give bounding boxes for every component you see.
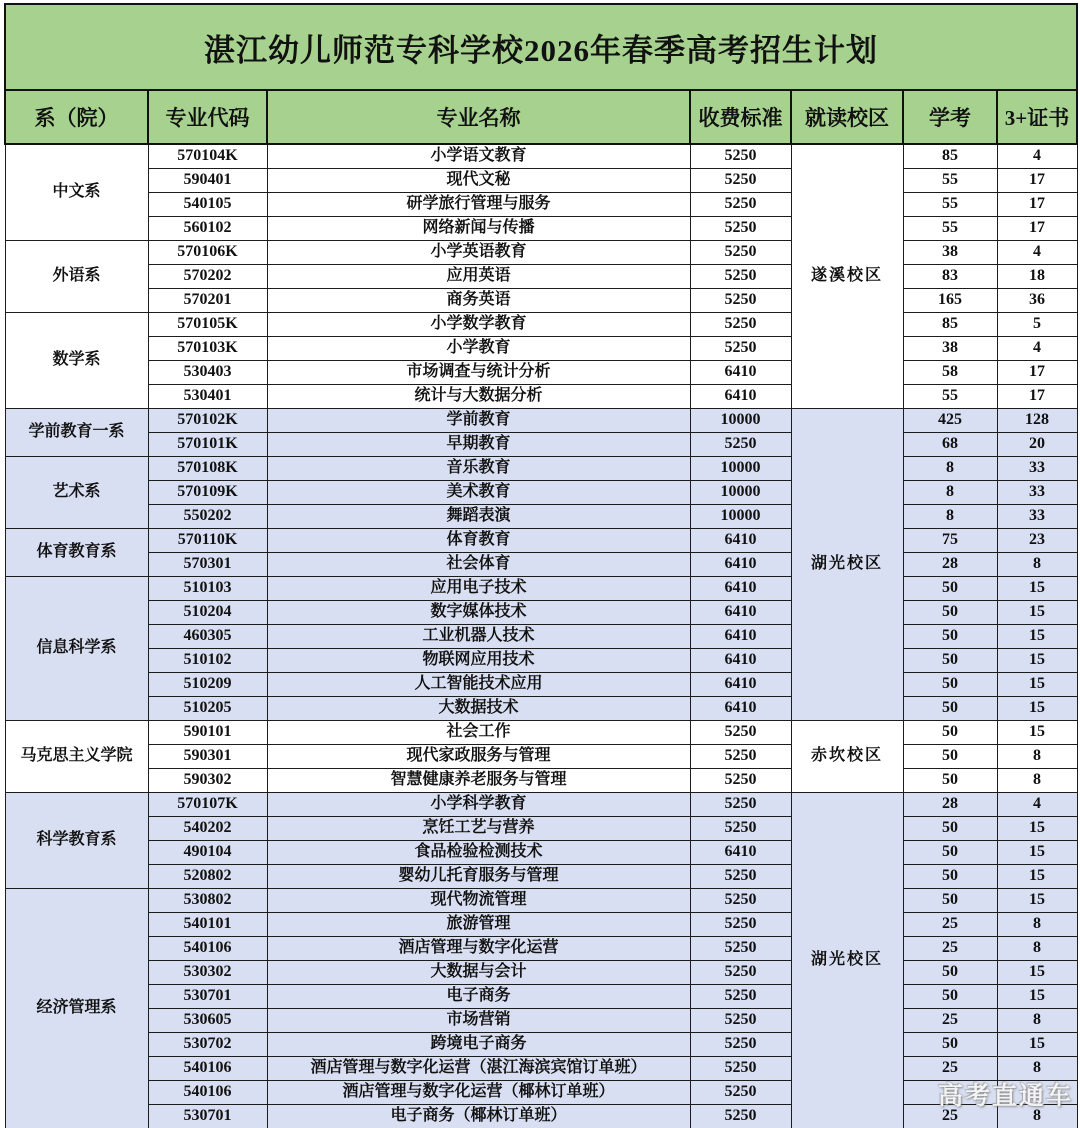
department-cell: 经济管理系: [5, 888, 148, 1128]
xuekao-count-cell: 50: [903, 840, 997, 864]
major-code-cell: 570104K: [148, 144, 267, 168]
department-cell: 马克思主义学院: [5, 720, 148, 792]
table-row: [5, 744, 1077, 768]
table-row: [5, 912, 1077, 936]
table-row: [5, 888, 1077, 912]
fee-cell: 6410: [690, 672, 791, 696]
cert-count-cell: 36: [997, 288, 1077, 312]
xuekao-count-cell: 50: [903, 720, 997, 744]
cert-count-cell: 17: [997, 216, 1077, 240]
xuekao-count-cell: 50: [903, 600, 997, 624]
cert-count-cell: 15: [997, 576, 1077, 600]
major-name-cell: 跨境电子商务: [267, 1032, 690, 1056]
major-name-cell: 小学数学教育: [267, 312, 690, 336]
cert-count-cell: 15: [997, 720, 1077, 744]
cert-count-cell: 33: [997, 480, 1077, 504]
table-row: [5, 432, 1077, 456]
major-code-cell: 510102: [148, 648, 267, 672]
xuekao-count-cell: 25: [903, 1008, 997, 1032]
fee-cell: 10000: [690, 408, 791, 432]
major-name-cell: 现代物流管理: [267, 888, 690, 912]
department-cell: 信息科学系: [5, 576, 148, 720]
xuekao-count-cell: 28: [903, 792, 997, 816]
department-cell: 数学系: [5, 312, 148, 408]
major-name-cell: 应用英语: [267, 264, 690, 288]
major-code-cell: 530701: [148, 984, 267, 1008]
fee-cell: 10000: [690, 456, 791, 480]
major-code-cell: 570110K: [148, 528, 267, 552]
xuekao-count-cell: 75: [903, 528, 997, 552]
column-header-xuekao: 学考: [903, 90, 997, 144]
table-row: [5, 504, 1077, 528]
cert-count-cell: 18: [997, 264, 1077, 288]
fee-cell: 6410: [690, 648, 791, 672]
fee-cell: 5250: [690, 336, 791, 360]
major-code-cell: 540202: [148, 816, 267, 840]
department-cell: 艺术系: [5, 456, 148, 528]
major-code-cell: 530701: [148, 1104, 267, 1128]
cert-count-cell: 17: [997, 360, 1077, 384]
major-name-cell: 舞蹈表演: [267, 504, 690, 528]
major-code-cell: 540105: [148, 192, 267, 216]
major-code-cell: 510103: [148, 576, 267, 600]
department-cell: 科学教育系: [5, 792, 148, 888]
table-row: [5, 600, 1077, 624]
cert-count-cell: 15: [997, 648, 1077, 672]
fee-cell: 5250: [690, 1032, 791, 1056]
xuekao-count-cell: 8: [903, 480, 997, 504]
fee-cell: 5250: [690, 936, 791, 960]
table-row: [5, 576, 1077, 600]
major-name-cell: 社会体育: [267, 552, 690, 576]
fee-cell: 5250: [690, 1008, 791, 1032]
major-code-cell: 540106: [148, 936, 267, 960]
campus-cell: 遂溪校区: [791, 144, 903, 408]
table-row: [5, 720, 1077, 744]
xuekao-count-cell: 50: [903, 768, 997, 792]
fee-cell: 5250: [690, 768, 791, 792]
major-code-cell: 530802: [148, 888, 267, 912]
major-name-cell: 电子商务: [267, 984, 690, 1008]
cert-count-cell: 8: [997, 1104, 1077, 1128]
xuekao-count-cell: 50: [903, 624, 997, 648]
xuekao-count-cell: 50: [903, 648, 997, 672]
major-name-cell: 小学科学教育: [267, 792, 690, 816]
cert-count-cell: 4: [997, 336, 1077, 360]
cert-count-cell: 128: [997, 408, 1077, 432]
xuekao-count-cell: 425: [903, 408, 997, 432]
major-name-cell: 体育教育: [267, 528, 690, 552]
major-name-cell: 婴幼儿托育服务与管理: [267, 864, 690, 888]
major-name-cell: 早期教育: [267, 432, 690, 456]
cert-count-cell: 15: [997, 840, 1077, 864]
fee-cell: 5250: [690, 960, 791, 984]
major-code-cell: 570109K: [148, 480, 267, 504]
xuekao-count-cell: 68: [903, 432, 997, 456]
table-row: [5, 192, 1077, 216]
fee-cell: 6410: [690, 696, 791, 720]
fee-cell: 5250: [690, 744, 791, 768]
table-row: [5, 528, 1077, 552]
table-row: [5, 384, 1077, 408]
cert-count-cell: 17: [997, 192, 1077, 216]
cert-count-cell: 17: [997, 384, 1077, 408]
fee-cell: 5250: [690, 312, 791, 336]
fee-cell: 6410: [690, 600, 791, 624]
table-row: [5, 1008, 1077, 1032]
major-code-cell: 570102K: [148, 408, 267, 432]
fee-cell: 5250: [690, 816, 791, 840]
xuekao-count-cell: 50: [903, 888, 997, 912]
xuekao-count-cell: 50: [903, 984, 997, 1008]
fee-cell: 6410: [690, 552, 791, 576]
major-name-cell: 应用电子技术: [267, 576, 690, 600]
table-row: [5, 792, 1077, 816]
cert-count-cell: 15: [997, 960, 1077, 984]
xuekao-count-cell: [903, 1080, 997, 1104]
fee-cell: 5250: [690, 432, 791, 456]
major-code-cell: 530605: [148, 1008, 267, 1032]
major-code-cell: 550202: [148, 504, 267, 528]
table-row: [5, 240, 1077, 264]
table-row: [5, 360, 1077, 384]
xuekao-count-cell: 85: [903, 312, 997, 336]
major-code-cell: 490104: [148, 840, 267, 864]
major-code-cell: 540101: [148, 912, 267, 936]
major-code-cell: 530401: [148, 384, 267, 408]
xuekao-count-cell: 50: [903, 672, 997, 696]
cert-count-cell: 4: [997, 144, 1077, 168]
cert-count-cell: 15: [997, 816, 1077, 840]
cert-count-cell: 15: [997, 600, 1077, 624]
campus-cell: 湖光校区: [791, 792, 903, 1128]
fee-cell: 5250: [690, 888, 791, 912]
major-name-cell: 现代家政服务与管理: [267, 744, 690, 768]
major-code-cell: 530702: [148, 1032, 267, 1056]
table-row: [5, 216, 1077, 240]
department-cell: 外语系: [5, 240, 148, 312]
major-name-cell: 工业机器人技术: [267, 624, 690, 648]
fee-cell: 5250: [690, 192, 791, 216]
major-code-cell: 540106: [148, 1080, 267, 1104]
table-body: [5, 144, 1077, 1128]
table-row: [5, 648, 1077, 672]
cert-count-cell: 20: [997, 432, 1077, 456]
department-cell: 中文系: [5, 144, 148, 240]
table-row: [5, 408, 1077, 432]
cert-count-cell: 17: [997, 168, 1077, 192]
major-code-cell: 590301: [148, 744, 267, 768]
watermark: 高考直通车: [938, 1083, 1074, 1110]
fee-cell: 5250: [690, 792, 791, 816]
fee-cell: 5250: [690, 1104, 791, 1128]
major-name-cell: 小学语文教育: [267, 144, 690, 168]
cert-count-cell: 8: [997, 1008, 1077, 1032]
column-header-major-code: 专业代码: [148, 90, 267, 144]
fee-cell: 5250: [690, 240, 791, 264]
xuekao-count-cell: 50: [903, 960, 997, 984]
fee-cell: 6410: [690, 360, 791, 384]
cert-count-cell: 15: [997, 984, 1077, 1008]
table-row: [5, 168, 1077, 192]
major-name-cell: 电子商务（椰林订单班）: [267, 1104, 690, 1128]
major-code-cell: 540106: [148, 1056, 267, 1080]
xuekao-count-cell: 50: [903, 696, 997, 720]
xuekao-count-cell: 25: [903, 936, 997, 960]
fee-cell: 5250: [690, 288, 791, 312]
fee-cell: 6410: [690, 576, 791, 600]
major-code-cell: 570106K: [148, 240, 267, 264]
major-name-cell: 物联网应用技术: [267, 648, 690, 672]
campus-cell: 湖光校区: [791, 408, 903, 720]
major-code-cell: 590302: [148, 768, 267, 792]
cert-count-cell: 23: [997, 528, 1077, 552]
major-name-cell: 研学旅行管理与服务: [267, 192, 690, 216]
fee-cell: 10000: [690, 480, 791, 504]
cert-count-cell: 4: [997, 240, 1077, 264]
page-title: 湛江幼儿师范专科学校2026年春季高考招生计划: [5, 4, 1077, 90]
fee-cell: 5250: [690, 144, 791, 168]
table-row: [5, 1104, 1077, 1128]
major-code-cell: 510204: [148, 600, 267, 624]
xuekao-count-cell: 25: [903, 1056, 997, 1080]
table-row: [5, 840, 1077, 864]
fee-cell: 6410: [690, 840, 791, 864]
major-name-cell: 学前教育: [267, 408, 690, 432]
major-code-cell: 530302: [148, 960, 267, 984]
table-row: [5, 312, 1077, 336]
xuekao-count-cell: 55: [903, 168, 997, 192]
fee-cell: 10000: [690, 504, 791, 528]
major-name-cell: 商务英语: [267, 288, 690, 312]
cert-count-cell: [997, 1080, 1077, 1104]
xuekao-count-cell: 58: [903, 360, 997, 384]
xuekao-count-cell: 8: [903, 504, 997, 528]
table-row: [5, 1080, 1077, 1104]
cert-count-cell: 15: [997, 1032, 1077, 1056]
major-name-cell: 智慧健康养老服务与管理: [267, 768, 690, 792]
major-name-cell: 社会工作: [267, 720, 690, 744]
cert-count-cell: 15: [997, 624, 1077, 648]
major-code-cell: 510205: [148, 696, 267, 720]
campus-cell: 赤坎校区: [791, 720, 903, 792]
xuekao-count-cell: 25: [903, 1104, 997, 1128]
major-code-cell: 510209: [148, 672, 267, 696]
table-row: [5, 936, 1077, 960]
fee-cell: 5250: [690, 864, 791, 888]
table-row: [5, 696, 1077, 720]
title-row: [5, 4, 1077, 90]
major-code-cell: 590101: [148, 720, 267, 744]
column-header-major-name: 专业名称: [267, 90, 690, 144]
table-row: [5, 984, 1077, 1008]
fee-cell: 5250: [690, 984, 791, 1008]
major-name-cell: 烹饪工艺与营养: [267, 816, 690, 840]
major-name-cell: 酒店管理与数字化运营（湛江海滨宾馆订单班）: [267, 1056, 690, 1080]
cert-count-cell: 15: [997, 864, 1077, 888]
table-row: [5, 1032, 1077, 1056]
major-code-cell: 570201: [148, 288, 267, 312]
major-code-cell: 570202: [148, 264, 267, 288]
major-code-cell: 570101K: [148, 432, 267, 456]
major-code-cell: 570107K: [148, 792, 267, 816]
major-name-cell: 旅游管理: [267, 912, 690, 936]
xuekao-count-cell: 50: [903, 816, 997, 840]
table-row: [5, 456, 1077, 480]
major-name-cell: 大数据与会计: [267, 960, 690, 984]
table-row: [5, 864, 1077, 888]
cert-count-cell: 15: [997, 696, 1077, 720]
major-code-cell: 570108K: [148, 456, 267, 480]
xuekao-count-cell: 55: [903, 384, 997, 408]
table-row: [5, 960, 1077, 984]
xuekao-count-cell: 55: [903, 216, 997, 240]
fee-cell: 5250: [690, 1080, 791, 1104]
column-header-fee: 收费标准: [690, 90, 791, 144]
cert-count-cell: 5: [997, 312, 1077, 336]
table-row: [5, 336, 1077, 360]
xuekao-count-cell: 38: [903, 336, 997, 360]
fee-cell: 6410: [690, 384, 791, 408]
table-row: [5, 672, 1077, 696]
table-row: [5, 144, 1077, 168]
table-row: [5, 624, 1077, 648]
cert-count-cell: 15: [997, 672, 1077, 696]
fee-cell: 5250: [690, 216, 791, 240]
major-name-cell: 现代文秘: [267, 168, 690, 192]
table-row: [5, 264, 1077, 288]
xuekao-count-cell: 55: [903, 192, 997, 216]
department-cell: 学前教育一系: [5, 408, 148, 456]
major-name-cell: 酒店管理与数字化运营（椰林订单班）: [267, 1080, 690, 1104]
cert-count-cell: 33: [997, 504, 1077, 528]
xuekao-count-cell: 38: [903, 240, 997, 264]
xuekao-count-cell: 165: [903, 288, 997, 312]
xuekao-count-cell: 50: [903, 1032, 997, 1056]
major-name-cell: 市场营销: [267, 1008, 690, 1032]
fee-cell: 5250: [690, 912, 791, 936]
major-name-cell: 大数据技术: [267, 696, 690, 720]
major-code-cell: 570105K: [148, 312, 267, 336]
table-row: [5, 552, 1077, 576]
fee-cell: 5250: [690, 168, 791, 192]
major-name-cell: 统计与大数据分析: [267, 384, 690, 408]
major-code-cell: 560102: [148, 216, 267, 240]
major-code-cell: 460305: [148, 624, 267, 648]
cert-count-cell: 8: [997, 744, 1077, 768]
major-code-cell: 570301: [148, 552, 267, 576]
department-cell: 体育教育系: [5, 528, 148, 576]
table-row: [5, 288, 1077, 312]
major-name-cell: 酒店管理与数字化运营: [267, 936, 690, 960]
fee-cell: 5250: [690, 720, 791, 744]
major-name-cell: 美术教育: [267, 480, 690, 504]
cert-count-cell: 15: [997, 888, 1077, 912]
fee-cell: 6410: [690, 528, 791, 552]
major-name-cell: 人工智能技术应用: [267, 672, 690, 696]
xuekao-count-cell: 83: [903, 264, 997, 288]
major-name-cell: 音乐教育: [267, 456, 690, 480]
table-row: [5, 480, 1077, 504]
xuekao-count-cell: 28: [903, 552, 997, 576]
table-row: [5, 816, 1077, 840]
xuekao-count-cell: 8: [903, 456, 997, 480]
major-name-cell: 市场调查与统计分析: [267, 360, 690, 384]
major-name-cell: 食品检验检测技术: [267, 840, 690, 864]
cert-count-cell: 8: [997, 552, 1077, 576]
major-name-cell: 小学英语教育: [267, 240, 690, 264]
fee-cell: 5250: [690, 1056, 791, 1080]
column-header-campus: 就读校区: [791, 90, 903, 144]
fee-cell: 5250: [690, 264, 791, 288]
major-code-cell: 590401: [148, 168, 267, 192]
major-name-cell: 小学教育: [267, 336, 690, 360]
column-header-row: [5, 90, 1077, 144]
cert-count-cell: 33: [997, 456, 1077, 480]
enrollment-table: [4, 3, 1078, 1128]
major-name-cell: 网络新闻与传播: [267, 216, 690, 240]
xuekao-count-cell: 85: [903, 144, 997, 168]
column-header-cert: 3+证书: [997, 90, 1077, 144]
cert-count-cell: 8: [997, 912, 1077, 936]
cert-count-cell: 8: [997, 1056, 1077, 1080]
major-code-cell: 530403: [148, 360, 267, 384]
xuekao-count-cell: 50: [903, 744, 997, 768]
major-name-cell: 数字媒体技术: [267, 600, 690, 624]
cert-count-cell: 4: [997, 792, 1077, 816]
column-header-department: 系（院）: [5, 90, 148, 144]
major-code-cell: 570103K: [148, 336, 267, 360]
xuekao-count-cell: 25: [903, 912, 997, 936]
cert-count-cell: 8: [997, 936, 1077, 960]
major-code-cell: 520802: [148, 864, 267, 888]
xuekao-count-cell: 50: [903, 576, 997, 600]
cert-count-cell: 8: [997, 768, 1077, 792]
table-row: [5, 1056, 1077, 1080]
table-row: [5, 768, 1077, 792]
fee-cell: 6410: [690, 624, 791, 648]
xuekao-count-cell: 50: [903, 864, 997, 888]
